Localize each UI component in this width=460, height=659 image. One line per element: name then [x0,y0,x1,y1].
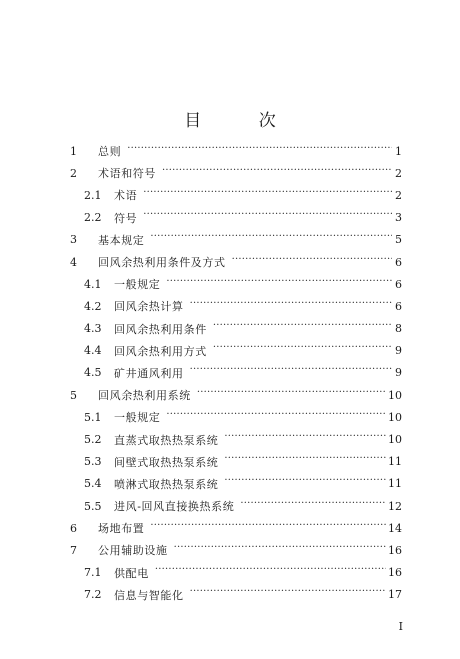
toc-entry-page: 3 [395,211,402,225]
toc-entry[interactable] [60,473,402,495]
toc-entry-number: 7 [70,543,77,557]
toc-entry-page: 10 [388,433,402,447]
toc-entry-title: 直蒸式取热热泵系统 [114,433,219,447]
toc-entry-number: 2 [70,166,77,180]
toc-entry[interactable] [60,384,402,406]
page-title: 目 次 [184,111,302,131]
toc-entry[interactable] [60,362,402,384]
toc-entry-page: 5 [395,233,402,247]
toc-dot-leader [240,501,386,512]
toc-entry-number: 6 [70,521,77,535]
toc-entry-title: 回风余热计算 [114,300,184,314]
toc-entry-page: 2 [395,166,402,180]
toc-entry[interactable] [60,295,402,317]
toc-entry[interactable] [60,562,402,584]
toc-entry-number: 5.3 [84,455,102,469]
toc-entry-number: 5 [70,388,77,402]
toc-entry-title: 场地布置 [98,522,145,536]
toc-entry-title: 回风余热利用方式 [114,344,207,358]
toc-entry-page: 2 [395,188,402,202]
toc-dot-leader [190,589,386,600]
toc-entry[interactable] [60,162,402,184]
toc-entry[interactable] [60,340,402,362]
toc-entry-title: 间壁式取热热泵系统 [114,455,219,469]
toc-dot-leader [213,345,392,356]
toc-entry[interactable] [60,251,402,273]
toc-entry-page: 1 [395,144,402,158]
toc-entry-title: 一般规定 [114,411,161,425]
toc-dot-leader [224,434,386,445]
toc-entry-number: 2.1 [84,188,102,202]
toc-entry-title: 信息与智能化 [114,588,184,602]
toc-dot-leader [174,545,386,556]
toc-entry[interactable] [60,584,402,606]
toc-entry-page: 17 [388,588,402,602]
toc-entry-number: 4.3 [84,322,102,336]
toc-entry-page: 9 [395,344,402,358]
toc-dot-leader [162,168,392,179]
toc-entry-number: 5.5 [84,499,102,513]
toc-dot-leader [190,301,392,312]
toc-entry[interactable] [60,229,402,251]
toc-entry-page: 11 [388,477,402,491]
toc-entry[interactable] [60,539,402,561]
toc-entry-number: 4.4 [84,344,102,358]
toc-entry-title: 回风余热利用条件及方式 [98,256,226,270]
toc-entry-number: 7.1 [84,566,102,580]
toc-entry[interactable] [60,428,402,450]
toc-entry-page: 10 [388,388,402,402]
toc-entry-number: 4 [70,255,77,269]
toc-entry-title: 供配电 [114,566,149,580]
toc-entry-page: 11 [388,455,402,469]
toc-entry-page: 12 [388,499,402,513]
toc-entry[interactable] [60,273,402,295]
toc-dot-leader [155,567,386,578]
toc-entry-number: 5.4 [84,477,102,491]
toc-dot-leader [213,323,392,334]
toc-entry-number: 2.2 [84,211,102,225]
toc-entry-page: 6 [395,255,402,269]
toc-entry-page: 6 [395,299,402,313]
toc-entry-page: 16 [388,543,402,557]
toc-entry-title: 基本规定 [98,233,145,247]
toc-entry[interactable] [60,318,402,340]
toc-entry[interactable] [60,517,402,539]
toc-entry-title: 总则 [98,145,122,159]
toc-entry-title: 术语和符号 [98,167,156,181]
toc-dot-leader [197,390,386,401]
toc-entry-title: 术语 [114,189,138,203]
toc-entry-number: 4.1 [84,277,102,291]
toc-entry-title: 一般规定 [114,278,161,292]
toc-entry-title: 回风余热利用系统 [98,389,191,403]
toc-entry[interactable] [60,207,402,229]
toc-entry-page: 8 [395,322,402,336]
toc-entry[interactable] [60,495,402,517]
toc-dot-leader [143,212,392,223]
toc-dot-leader [190,367,392,378]
toc-entry-number: 5.2 [84,433,102,447]
toc-entry-number: 5.1 [84,410,102,424]
toc-entry-title: 符号 [114,211,138,225]
toc-entry-title: 公用辅助设施 [98,544,168,558]
toc-entry-page: 9 [395,366,402,380]
toc-entry-page: 6 [395,277,402,291]
toc-dot-leader [150,234,392,245]
toc-dot-leader [127,146,392,157]
page-number: I [398,620,403,633]
toc-dot-leader [232,257,392,268]
toc-entry-page: 10 [388,410,402,424]
toc-entry[interactable] [60,140,402,162]
toc-entry[interactable] [60,451,402,473]
toc-entry-number: 1 [70,144,77,158]
toc-dot-leader [224,456,386,467]
toc-entry-page: 16 [388,566,402,580]
toc-entry-number: 4.5 [84,366,102,380]
toc-entry-title: 喷淋式取热热泵系统 [114,477,219,491]
toc-entry-page: 14 [388,521,402,535]
toc-dot-leader [224,478,386,489]
toc-entry-number: 4.2 [84,299,102,313]
toc-dot-leader [166,412,386,423]
toc-entry-number: 3 [70,233,77,247]
toc-entry[interactable] [60,184,402,206]
toc-entry-title: 回风余热利用条件 [114,322,207,336]
table-of-contents [60,140,402,606]
toc-dot-leader [143,190,392,201]
toc-entry-title: 进风-回风直接换热系统 [114,500,235,514]
toc-dot-leader [166,279,392,290]
toc-entry-title: 矿井通风利用 [114,366,184,380]
toc-dot-leader [150,523,386,534]
toc-entry[interactable] [60,406,402,428]
toc-entry-number: 7.2 [84,588,102,602]
